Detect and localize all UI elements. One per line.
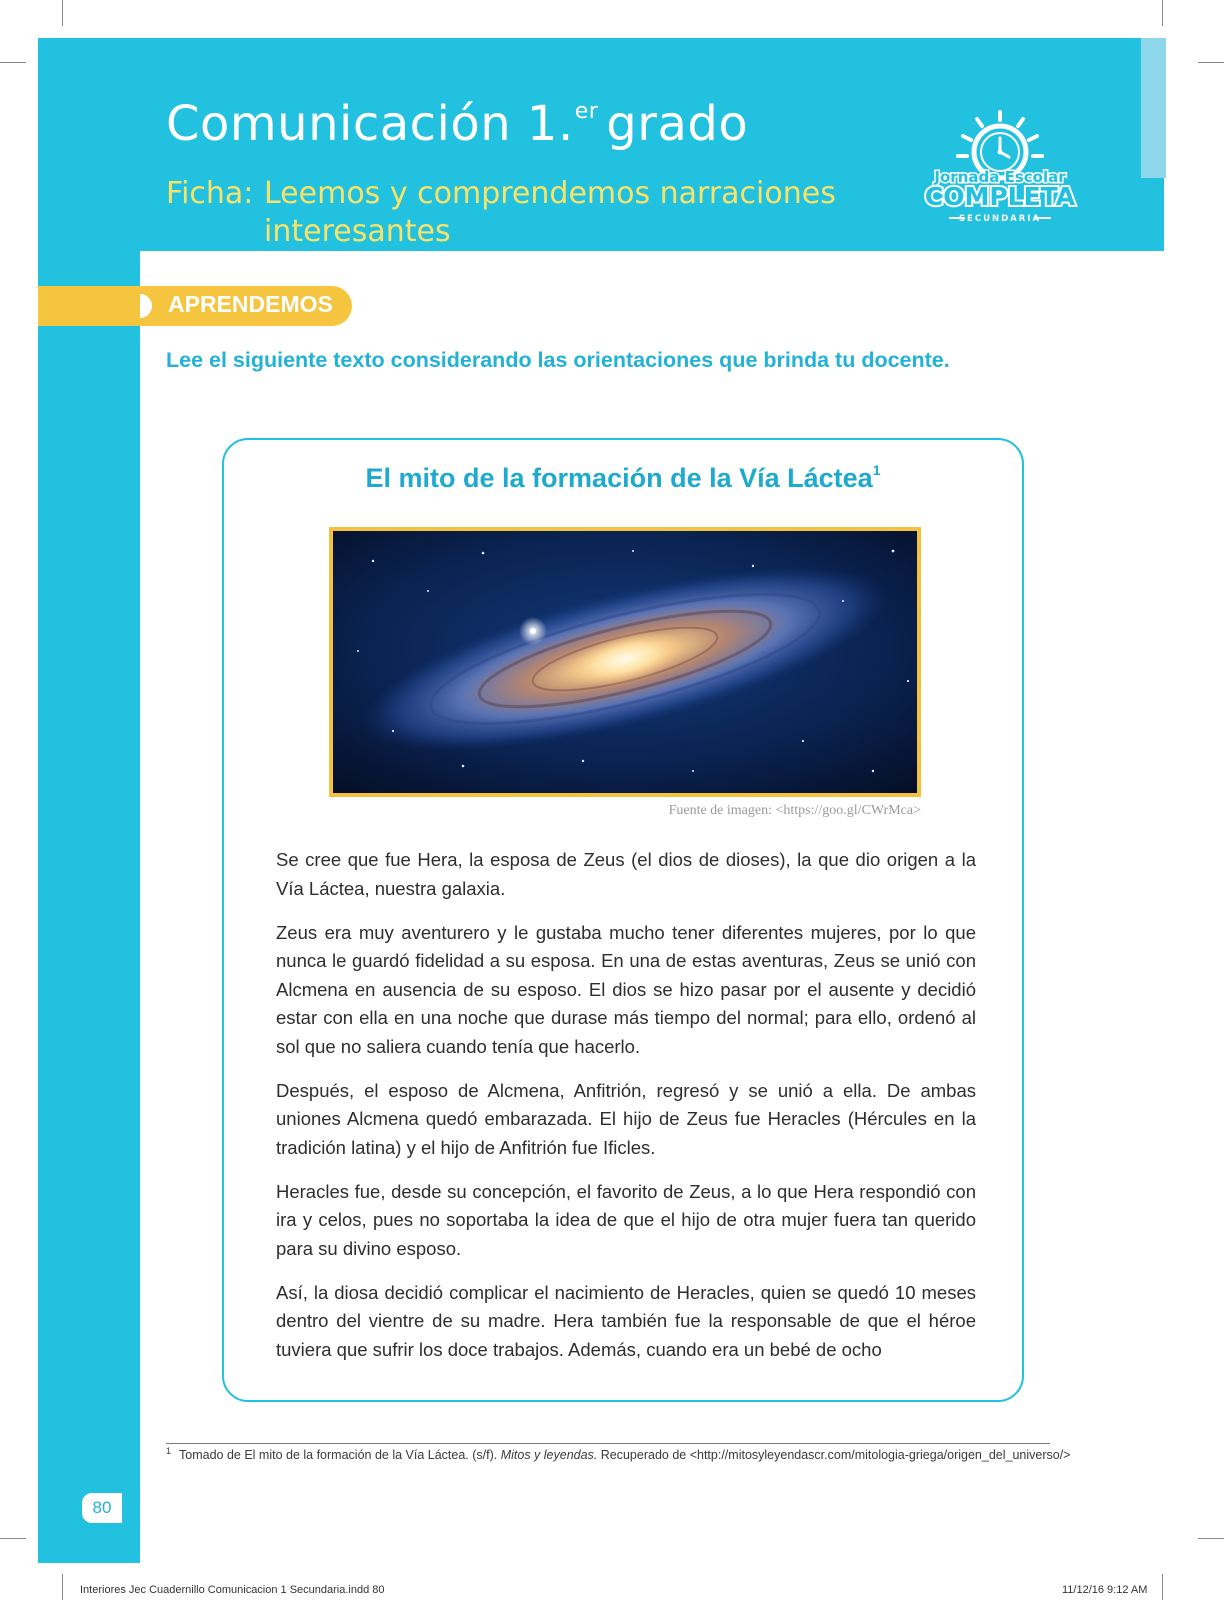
galaxy-image <box>329 527 921 797</box>
paragraph: Heracles fue, desde su concepción, el favorito de Zeus, a lo que Hera respondió con ira y celos, pues no soportaba la idea de que el hijo de otra mujer fuera tan querido para su divino esposo. <box>276 1180 976 1259</box>
title-superscript: er <box>574 99 599 124</box>
section-tab <box>38 286 352 326</box>
footnote-number: 1 <box>166 1446 172 1456</box>
right-edge-tab <box>1141 38 1166 178</box>
footnote-text-after: Recuperado de <http://mitosyleyendascr.com/mitologia-griega/origen_del_universo/> <box>597 1448 1071 1462</box>
instruction-text: Lee el siguiente texto considerando las orientaciones que brinda tu docente. <box>166 348 950 372</box>
section-tab-label: APRENDEMOS <box>168 291 333 317</box>
jornada-escolar-completa-logo <box>924 112 1095 224</box>
reading-title <box>222 462 1024 494</box>
crop-mark <box>1162 1574 1163 1600</box>
reading-title-text: El mito de la formación de la Vía Láctea <box>365 463 873 493</box>
crop-mark <box>0 1538 26 1539</box>
crop-mark <box>62 1574 63 1600</box>
logo-line3: SECUNDARIA <box>958 214 1042 224</box>
half-circle-icon <box>140 294 152 318</box>
crop-mark <box>1162 0 1163 26</box>
paragraph: Se cree que fue Hera, la esposa de Zeus (el dios de dioses), la que dio origen a la Vía Láctea, nuestra galaxia. <box>276 849 976 899</box>
ficha-subtitle <box>166 175 836 249</box>
galaxy-picture <box>333 531 917 793</box>
crop-mark <box>1198 1538 1224 1539</box>
logo-line2: COMPLETA <box>924 182 1076 211</box>
title-end: grado <box>606 96 749 152</box>
reading-body <box>276 846 976 1380</box>
page-number: 80 <box>82 1493 122 1523</box>
paragraph: Zeus era muy aventurero y le gustaba mucho tener diferentes mujeres, por lo que nunca le guardó fidelidad a su esposa. En una de estas aventuras, Zeus se unió con Alcmena en ausencia de su esposo. El dios se hizo pasar por el ausente y decidió estar con ella en una noche que durase más tiempo del normal; para ello, ordenó al sol que no saliera cuando tenía que hacerlo. <box>276 921 976 1057</box>
print-slug-date: 11/12/16 9:12 AM <box>1062 1584 1148 1596</box>
paragraph: Así, la diosa decidió complicar el nacimiento de Heracles, quien se quedó 10 meses dentro del vientre de su madre. Hera también fue la responsable de que el héroe tuviera que sufrir los doce trabajos. Además, cuando era un bebé de ocho <box>276 1281 976 1360</box>
paragraph: Después, el esposo de Alcmena, Anfitrión, regresó y se unió a ella. De ambas uniones Alcmena quedó embarazada. El hijo de Zeus fue Heracles (Hércules en la tradición latina) y el hijo de Anfitrión fue Ificles. <box>276 1079 976 1158</box>
print-slug-file: Interiores Jec Cuadernillo Comunicacion 1 Secundaria.indd 80 <box>80 1584 385 1596</box>
page-title <box>166 96 748 152</box>
logo-line1: Jornada Escolar <box>934 168 1066 186</box>
ficha-label: Ficha: <box>166 176 254 211</box>
footnote <box>166 1446 1070 1462</box>
ficha-text: Leemos y comprendemos narraciones interesantes <box>264 176 836 249</box>
title-main: Comunicación 1. <box>166 96 574 152</box>
footnote-rule <box>166 1443 1050 1444</box>
footnote-text-italic: Mitos y leyendas. <box>500 1448 598 1462</box>
image-caption: Fuente de imagen: <https://goo.gl/CWrMca> <box>668 803 921 818</box>
left-margin-strip <box>38 251 140 1563</box>
title-footnote-ref: 1 <box>872 462 881 478</box>
footnote-text-before: Tomado de El mito de la formación de la Vía Láctea. (s/f). <box>179 1448 501 1462</box>
crop-mark <box>1198 62 1224 63</box>
crop-mark <box>62 0 63 26</box>
crop-mark <box>0 62 26 63</box>
